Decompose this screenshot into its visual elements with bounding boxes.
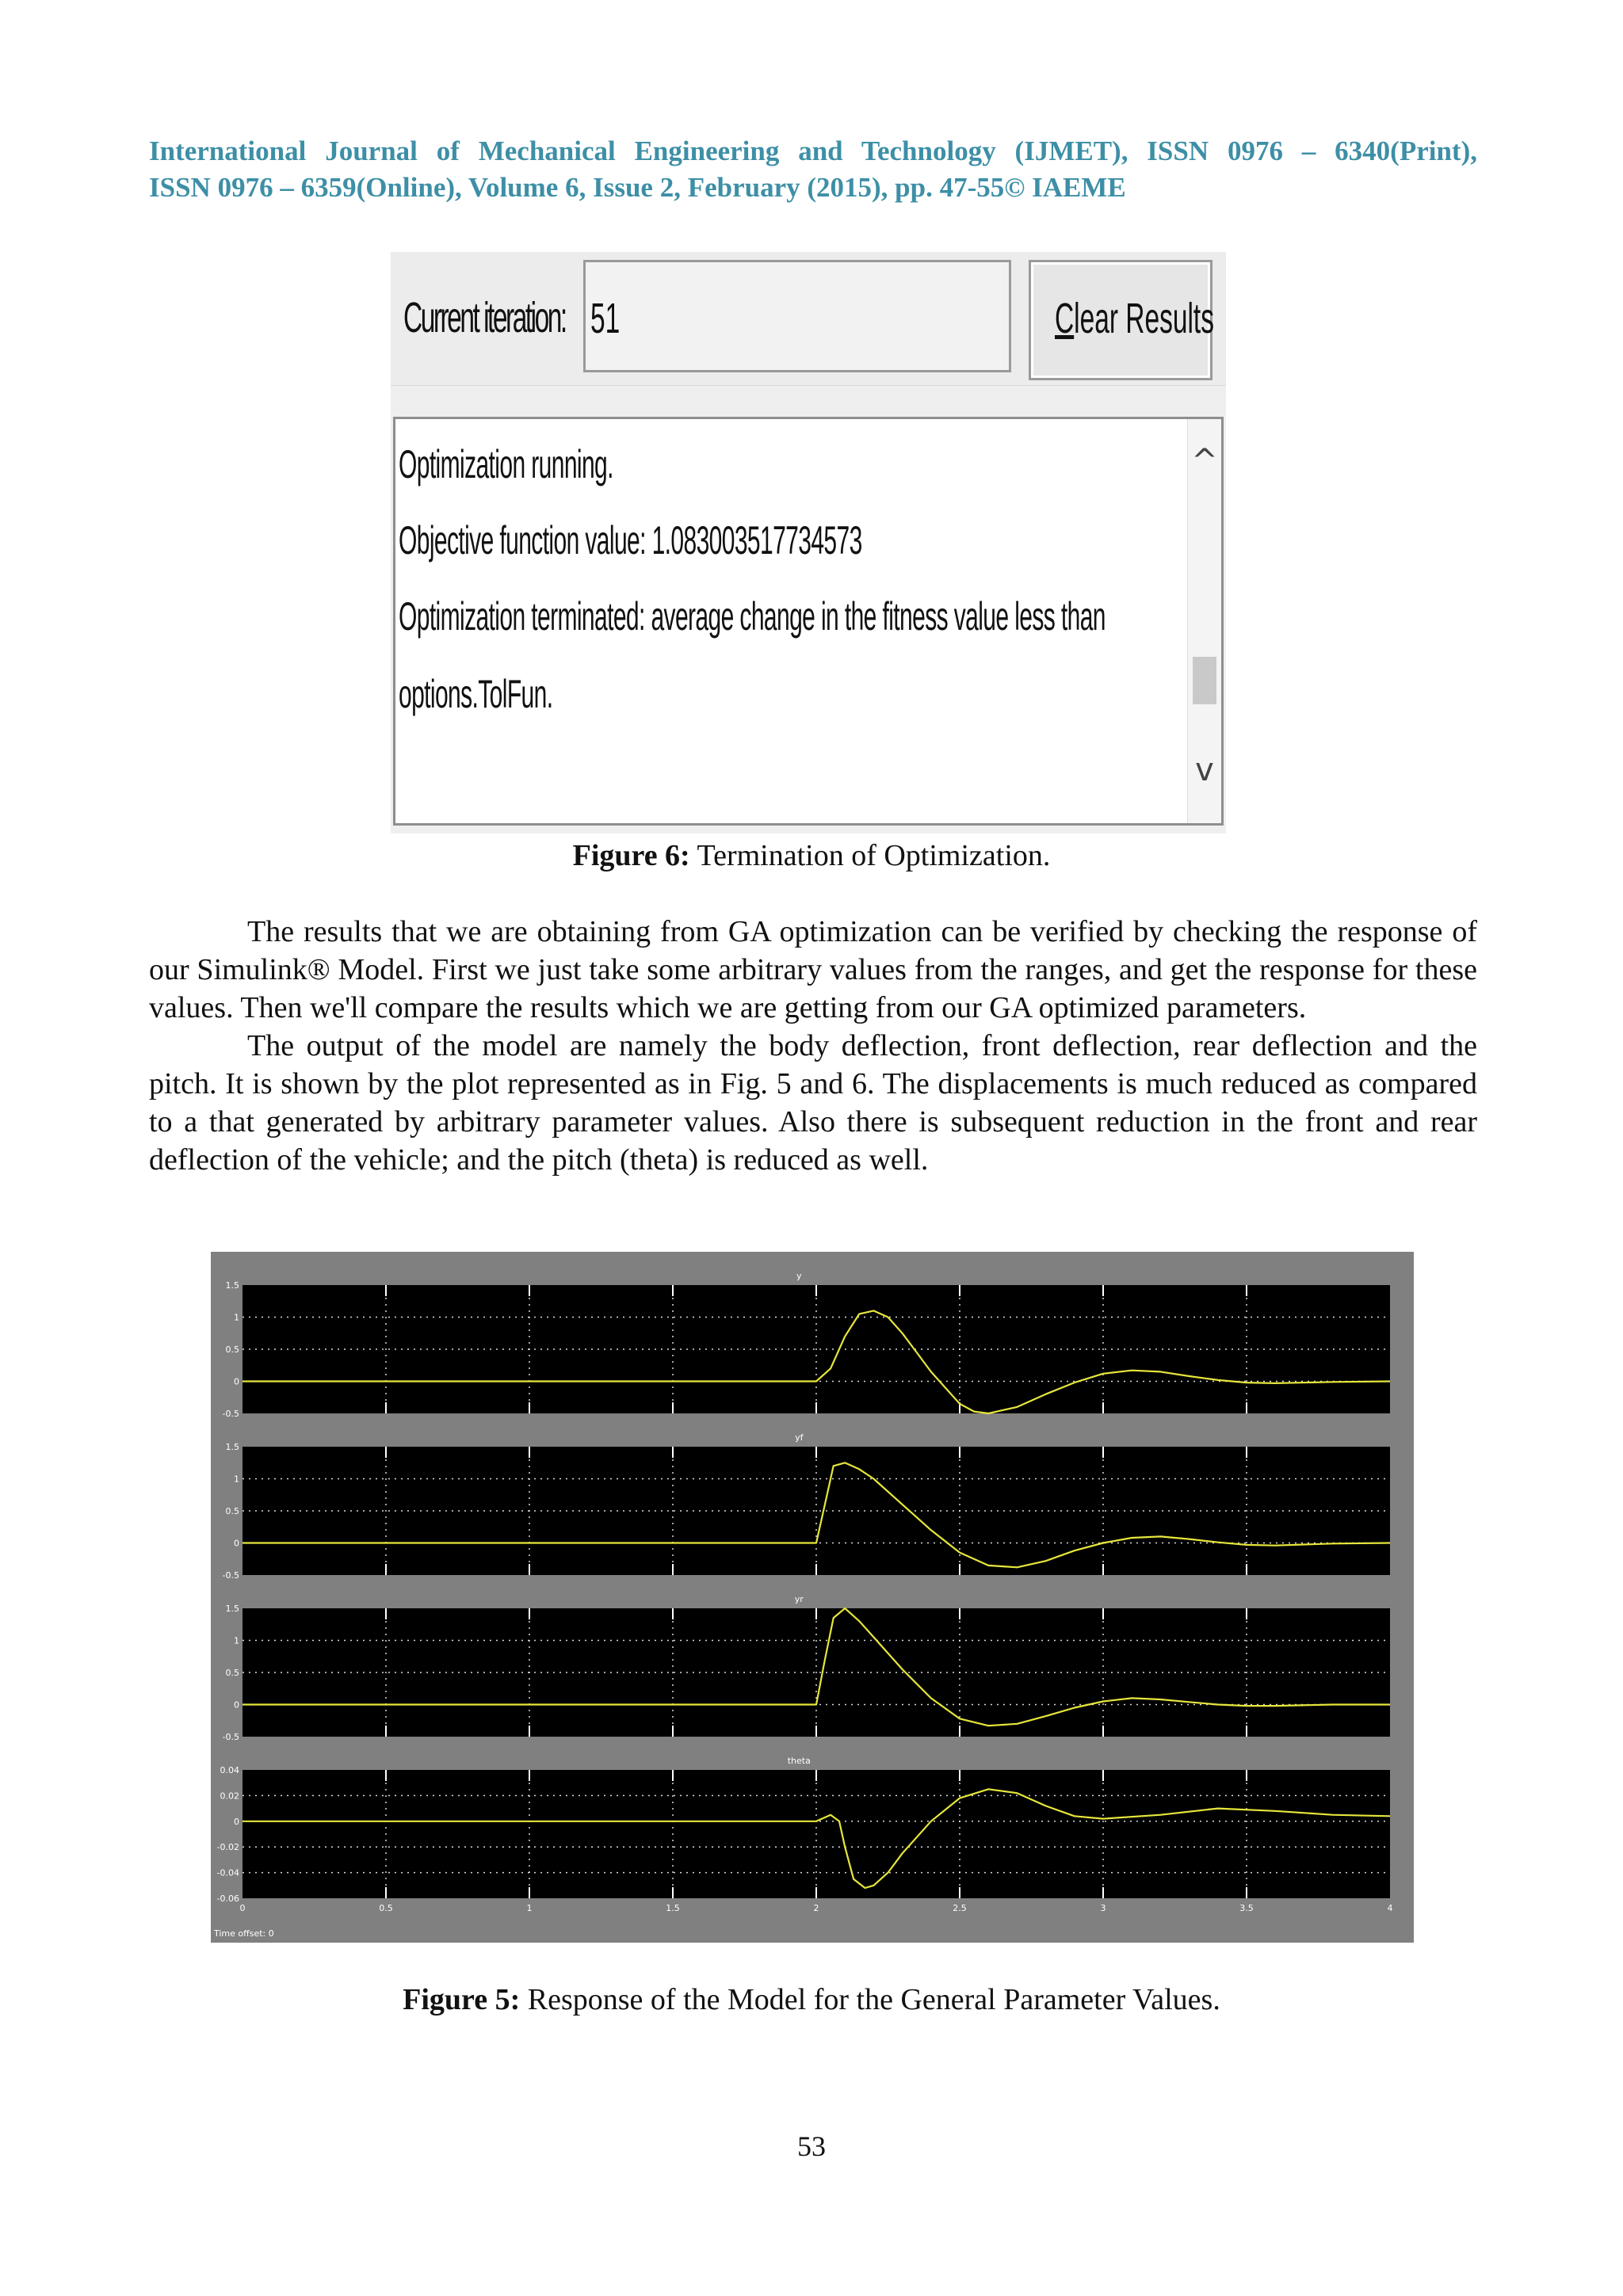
page-number: 53 [797,2130,826,2162]
figure5-caption-label: Figure 5: [403,1983,521,2016]
subplot-yr [223,1594,1390,1742]
x-tick-label: 0 [239,1903,246,1913]
x-tick-label: 3.5 [1239,1903,1254,1913]
y-tick-label: 1 [234,1474,239,1485]
y-tick-label: -0.5 [222,1570,239,1581]
header-line-1: International Journal of Mechanical Engineering and Technology (IJMET), ISSN 0976 – 6340(Print), [149,135,1477,166]
figure5-caption-text: Response of the Model for the General Parameter Values. [520,1983,1220,2016]
subplot-theta [217,1756,1390,1904]
clear-results-button[interactable] [1029,260,1212,380]
y-tick-label: 0 [234,1376,239,1387]
x-tick-label: 4 [1387,1903,1393,1913]
clear-results-text: lear Results [1074,295,1214,342]
subplot-y [223,1271,1390,1419]
y-tick-label: 0.5 [225,1668,239,1678]
clear-results-label [1055,294,1214,343]
iteration-bar [391,252,1226,386]
y-tick-label: 0.02 [220,1791,239,1802]
optimization-panel [391,252,1226,833]
journal-header [149,133,1477,206]
y-tick-label: 1.5 [225,1280,239,1291]
iteration-field[interactable] [583,260,1011,372]
figure6-caption [0,838,1623,873]
y-tick-label: -0.06 [216,1894,239,1904]
y-tick-label: 0 [234,1816,239,1827]
figure6-caption-text: Termination of Optimization. [689,839,1051,872]
y-tick-label: 1.5 [225,1604,239,1614]
log-scrollbar[interactable] [1187,419,1221,823]
x-tick-label: 3 [1100,1903,1106,1913]
subplot-title: theta [787,1756,811,1766]
time-offset-label: Time offset: 0 [214,1928,274,1939]
paragraph: The results that we are obtaining from GA optimization can be verified by checking the response of our Simulink® Model. First we just take some arbitrary values from the ranges, and get the response for these values. Then we'll compare the results which we are getting from our GA optimized parameters. [149,915,1477,1024]
iteration-value: 51 [590,295,621,342]
figure5-caption [0,1982,1623,2017]
log-line: options.TolFun. [399,672,553,716]
clear-results-mnemonic: C [1055,295,1075,342]
scroll-up-icon[interactable]: ^ [1191,443,1218,479]
status-log[interactable] [393,417,1224,826]
x-tick-label: 2 [813,1903,819,1913]
subplot-yf [223,1432,1390,1581]
y-tick-label: 0.5 [225,1344,239,1355]
subplot-title: yf [795,1432,804,1443]
y-tick-label: 0 [234,1538,239,1549]
x-tick-label: 0.5 [379,1903,393,1913]
y-tick-label: 0 [234,1699,239,1711]
x-tick-label: 1.5 [666,1903,680,1913]
y-tick-label: -0.5 [222,1732,239,1742]
y-tick-label: 1 [234,1312,239,1323]
y-tick-label: -0.5 [222,1409,239,1419]
paragraph: The output of the model are namely the body deflection, front deflection, rear deflection and the pitch. It is shown by the plot represented as in Fig. 5 and 6. The displacements is much reduced as compared to a that generated by arbitrary parameter values. Also there is subsequent reduction in the front and rear deflection of the vehicle; and the pitch (theta) is reduced as well. [149,1029,1477,1177]
y-tick-label: -0.02 [216,1842,239,1853]
subplot-title: y [796,1271,802,1281]
y-tick-label: 1.5 [225,1442,239,1452]
figure6-caption-label: Figure 6: [572,839,690,872]
log-line: Objective function value: 1.083003517734573 [399,518,862,563]
subplot-title: yr [794,1594,804,1604]
x-tick-label: 1 [526,1903,533,1913]
iteration-label: Current iteration: [403,294,566,341]
header-line-2: ISSN 0976 – 6359(Online), Volume 6, Issue 2, February (2015), pp. 47-55© IAEME [149,172,1126,203]
log-line: Optimization terminated: average change in the fitness value less than [399,594,1106,639]
y-tick-label: 0.5 [225,1506,239,1516]
scroll-thumb[interactable] [1193,657,1216,704]
x-tick-label: 2.5 [953,1903,967,1913]
body-text [149,913,1477,1179]
scope-figure [211,1252,1414,1943]
log-line: Optimization running. [399,442,613,486]
y-tick-label: 0.04 [220,1765,239,1775]
scroll-down-icon[interactable]: v [1195,752,1214,788]
y-tick-label: -0.04 [216,1867,239,1878]
y-tick-label: 1 [234,1635,239,1646]
